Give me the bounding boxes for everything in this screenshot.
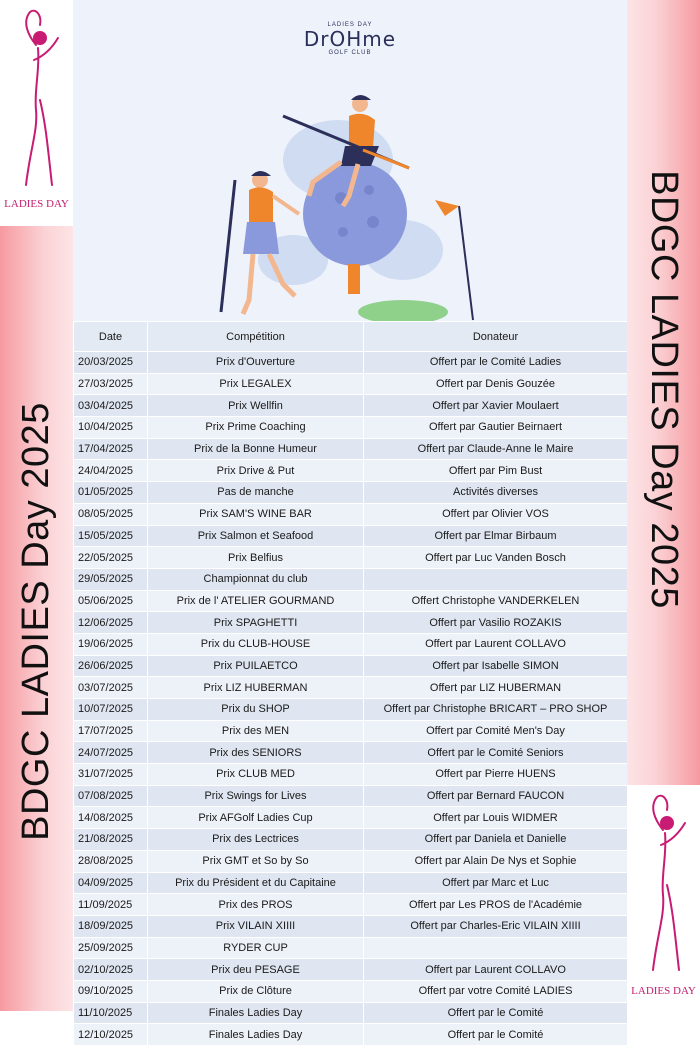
table-row (74, 525, 628, 547)
table-row (74, 503, 628, 525)
brand-top-label: LADIES DAY (327, 22, 373, 28)
table-row (74, 764, 628, 786)
table-row (74, 807, 628, 829)
cell-date: 11/10/2025 (74, 1002, 148, 1024)
cell-donor: Offert par Laurent COLLAVO (364, 633, 628, 655)
table-row (74, 959, 628, 981)
table-row (74, 482, 628, 504)
table-row (74, 720, 628, 742)
cell-competition: Prix SPAGHETTI (148, 612, 364, 634)
table-row (74, 937, 628, 959)
left-vertical-title: BDGC LADIES Day 2025 (15, 402, 57, 841)
table-row (74, 373, 628, 395)
cell-date: 11/09/2025 (74, 894, 148, 916)
table-row (74, 1002, 628, 1024)
cell-date: 02/10/2025 (74, 959, 148, 981)
table-row (74, 547, 628, 569)
cell-donor: Offert par Vasilio ROZAKIS (364, 612, 628, 634)
cell-date: 27/03/2025 (74, 373, 148, 395)
cell-date: 12/10/2025 (74, 1024, 148, 1046)
golfer-silhouette-icon (0, 0, 73, 200)
cell-donor: Offert par le Comité Ladies (364, 352, 628, 374)
cell-competition: Prix du CLUB-HOUSE (148, 633, 364, 655)
cell-date: 26/06/2025 (74, 655, 148, 677)
table-row (74, 460, 628, 482)
cell-date: 24/04/2025 (74, 460, 148, 482)
cell-date: 10/07/2025 (74, 699, 148, 721)
cell-competition: Prix Wellfin (148, 395, 364, 417)
cell-competition: Prix VILAIN XIIII (148, 915, 364, 937)
table-row (74, 352, 628, 374)
cell-competition: Prix GMT et So by So (148, 850, 364, 872)
cell-donor: Offert par Louis WIDMER (364, 807, 628, 829)
table-row (74, 894, 628, 916)
cell-date: 01/05/2025 (74, 482, 148, 504)
cell-date: 20/03/2025 (74, 352, 148, 374)
flag-pole (459, 206, 473, 320)
cell-donor: Offert par Olivier VOS (364, 503, 628, 525)
cell-competition: Prix de la Bonne Humeur (148, 438, 364, 460)
cell-competition: Prix LIZ HUBERMAN (148, 677, 364, 699)
cell-date: 25/09/2025 (74, 937, 148, 959)
table-row (74, 915, 628, 937)
ladies-day-logo (0, 0, 73, 226)
cell-donor: Offert par le Comité (364, 1002, 628, 1024)
cell-date: 07/08/2025 (74, 785, 148, 807)
cell-date: 14/08/2025 (74, 807, 148, 829)
cell-donor: Offert par LIZ HUBERMAN (364, 677, 628, 699)
ladies-day-logo-bottom (627, 785, 700, 1011)
brand-bottom-label: GOLF CLUB (328, 50, 372, 56)
table-row (74, 699, 628, 721)
main-panel (73, 0, 627, 1041)
cell-donor: Offert par Marc et Luc (364, 872, 628, 894)
cell-donor: Offert par Bernard FAUCON (364, 785, 628, 807)
cell-competition: Prix du SHOP (148, 699, 364, 721)
cell-date: 29/05/2025 (74, 568, 148, 590)
cell-donor: Activités diverses (364, 482, 628, 504)
table-row (74, 612, 628, 634)
cell-date: 21/08/2025 (74, 829, 148, 851)
header-donor: Donateur (364, 322, 628, 352)
cell-date: 28/08/2025 (74, 850, 148, 872)
table-header-row (74, 322, 628, 352)
cell-donor: Offert par votre Comité LADIES (364, 980, 628, 1002)
cell-donor: Offert par le Comité Seniors (364, 742, 628, 764)
cell-date: 04/09/2025 (74, 872, 148, 894)
cell-competition: Prix de l' ATELIER GOURMAND (148, 590, 364, 612)
cell-date: 12/06/2025 (74, 612, 148, 634)
cell-donor (364, 937, 628, 959)
cell-competition: Championnat du club (148, 568, 364, 590)
cell-donor: Offert par Pierre HUENS (364, 764, 628, 786)
cell-competition: Prix AFGolf Ladies Cup (148, 807, 364, 829)
cell-donor: Offert par Daniela et Danielle (364, 829, 628, 851)
right-sidebar (627, 0, 700, 1011)
grass-patch (358, 300, 448, 321)
competition-table (73, 321, 628, 1046)
cell-donor: Offert par Comité Men's Day (364, 720, 628, 742)
cell-donor: Offert par Denis Gouzée (364, 373, 628, 395)
cell-date: 03/07/2025 (74, 677, 148, 699)
cell-donor: Offert par Pim Bust (364, 460, 628, 482)
cell-competition: Prix Belfius (148, 547, 364, 569)
cell-donor: Offert par Elmar Birbaum (364, 525, 628, 547)
cell-donor: Offert par Laurent COLLAVO (364, 959, 628, 981)
table-row (74, 438, 628, 460)
cell-date: 19/06/2025 (74, 633, 148, 655)
table-row (74, 655, 628, 677)
table-row (74, 980, 628, 1002)
logo-label: LADIES DAY (4, 198, 69, 210)
cell-donor: Offert par Alain De Nys et Sophie (364, 850, 628, 872)
table-row (74, 850, 628, 872)
cell-competition: Prix des MEN (148, 720, 364, 742)
table-row (74, 872, 628, 894)
cell-competition: Prix Drive & Put (148, 460, 364, 482)
right-vertical-title: BDGC LADIES Day 2025 (643, 170, 685, 609)
cell-competition: Prix PUILAETCO (148, 655, 364, 677)
cell-donor (364, 568, 628, 590)
left-pink-band (0, 226, 73, 1011)
cell-date: 17/07/2025 (74, 720, 148, 742)
cell-date: 09/10/2025 (74, 980, 148, 1002)
table-row (74, 785, 628, 807)
hero-illustration (73, 0, 627, 321)
cell-donor: Offert par Les PROS de l'Académie (364, 894, 628, 916)
cell-competition: Prix CLUB MED (148, 764, 364, 786)
cell-donor: Offert par Christophe BRICART – PRO SHOP (364, 699, 628, 721)
cell-date: 03/04/2025 (74, 395, 148, 417)
cell-competition: Prix de Clôture (148, 980, 364, 1002)
logo-label: LADIES DAY (631, 985, 696, 997)
table-row (74, 590, 628, 612)
table-row (74, 395, 628, 417)
cell-competition: Prix LEGALEX (148, 373, 364, 395)
cell-competition: Pas de manche (148, 482, 364, 504)
cell-competition: Finales Ladies Day (148, 1002, 364, 1024)
cell-competition: Prix des SENIORS (148, 742, 364, 764)
header-competition: Compétition (148, 322, 364, 352)
cell-date: 08/05/2025 (74, 503, 148, 525)
cell-date: 22/05/2025 (74, 547, 148, 569)
cell-date: 18/09/2025 (74, 915, 148, 937)
cell-competition: Prix d'Ouverture (148, 352, 364, 374)
cell-competition: Prix des PROS (148, 894, 364, 916)
cell-competition: Prix Prime Coaching (148, 417, 364, 439)
cell-competition: Prix Swings for Lives (148, 785, 364, 807)
table-row (74, 633, 628, 655)
cell-competition: Prix SAM'S WINE BAR (148, 503, 364, 525)
cell-competition: Prix deu PESAGE (148, 959, 364, 981)
left-sidebar (0, 0, 73, 1011)
cell-donor: Offert Christophe VANDERKELEN (364, 590, 628, 612)
tee-icon (348, 264, 360, 294)
cell-donor: Offert par Xavier Moulaert (364, 395, 628, 417)
right-pink-band (627, 0, 700, 785)
cell-donor: Offert par Claude-Anne le Maire (364, 438, 628, 460)
flag-icon (435, 200, 459, 216)
header-date: Date (74, 322, 148, 352)
cell-date: 17/04/2025 (74, 438, 148, 460)
cell-donor: Offert par Luc Vanden Bosch (364, 547, 628, 569)
cell-date: 15/05/2025 (74, 525, 148, 547)
golfer-silhouette-icon (627, 785, 700, 985)
table-row (74, 829, 628, 851)
golf-scene-illustration (73, 0, 627, 321)
cell-date: 24/07/2025 (74, 742, 148, 764)
cell-donor: Offert par le Comité (364, 1024, 628, 1046)
brand-name: DrOHme (303, 27, 397, 51)
table-row (74, 417, 628, 439)
table-row (74, 1024, 628, 1046)
cell-competition: Prix des Lectrices (148, 829, 364, 851)
cell-donor: Offert par Gautier Beirnaert (364, 417, 628, 439)
cell-date: 10/04/2025 (74, 417, 148, 439)
cell-competition: Prix Salmon et Seafood (148, 525, 364, 547)
table-row (74, 742, 628, 764)
cell-donor: Offert par Isabelle SIMON (364, 655, 628, 677)
table-row (74, 568, 628, 590)
cell-competition: Prix du Président et du Capitaine (148, 872, 364, 894)
cell-competition: Finales Ladies Day (148, 1024, 364, 1046)
cell-date: 31/07/2025 (74, 764, 148, 786)
cell-date: 05/06/2025 (74, 590, 148, 612)
cell-competition: RYDER CUP (148, 937, 364, 959)
cell-donor: Offert par Charles-Eric VILAIN XIIII (364, 915, 628, 937)
table-row (74, 677, 628, 699)
